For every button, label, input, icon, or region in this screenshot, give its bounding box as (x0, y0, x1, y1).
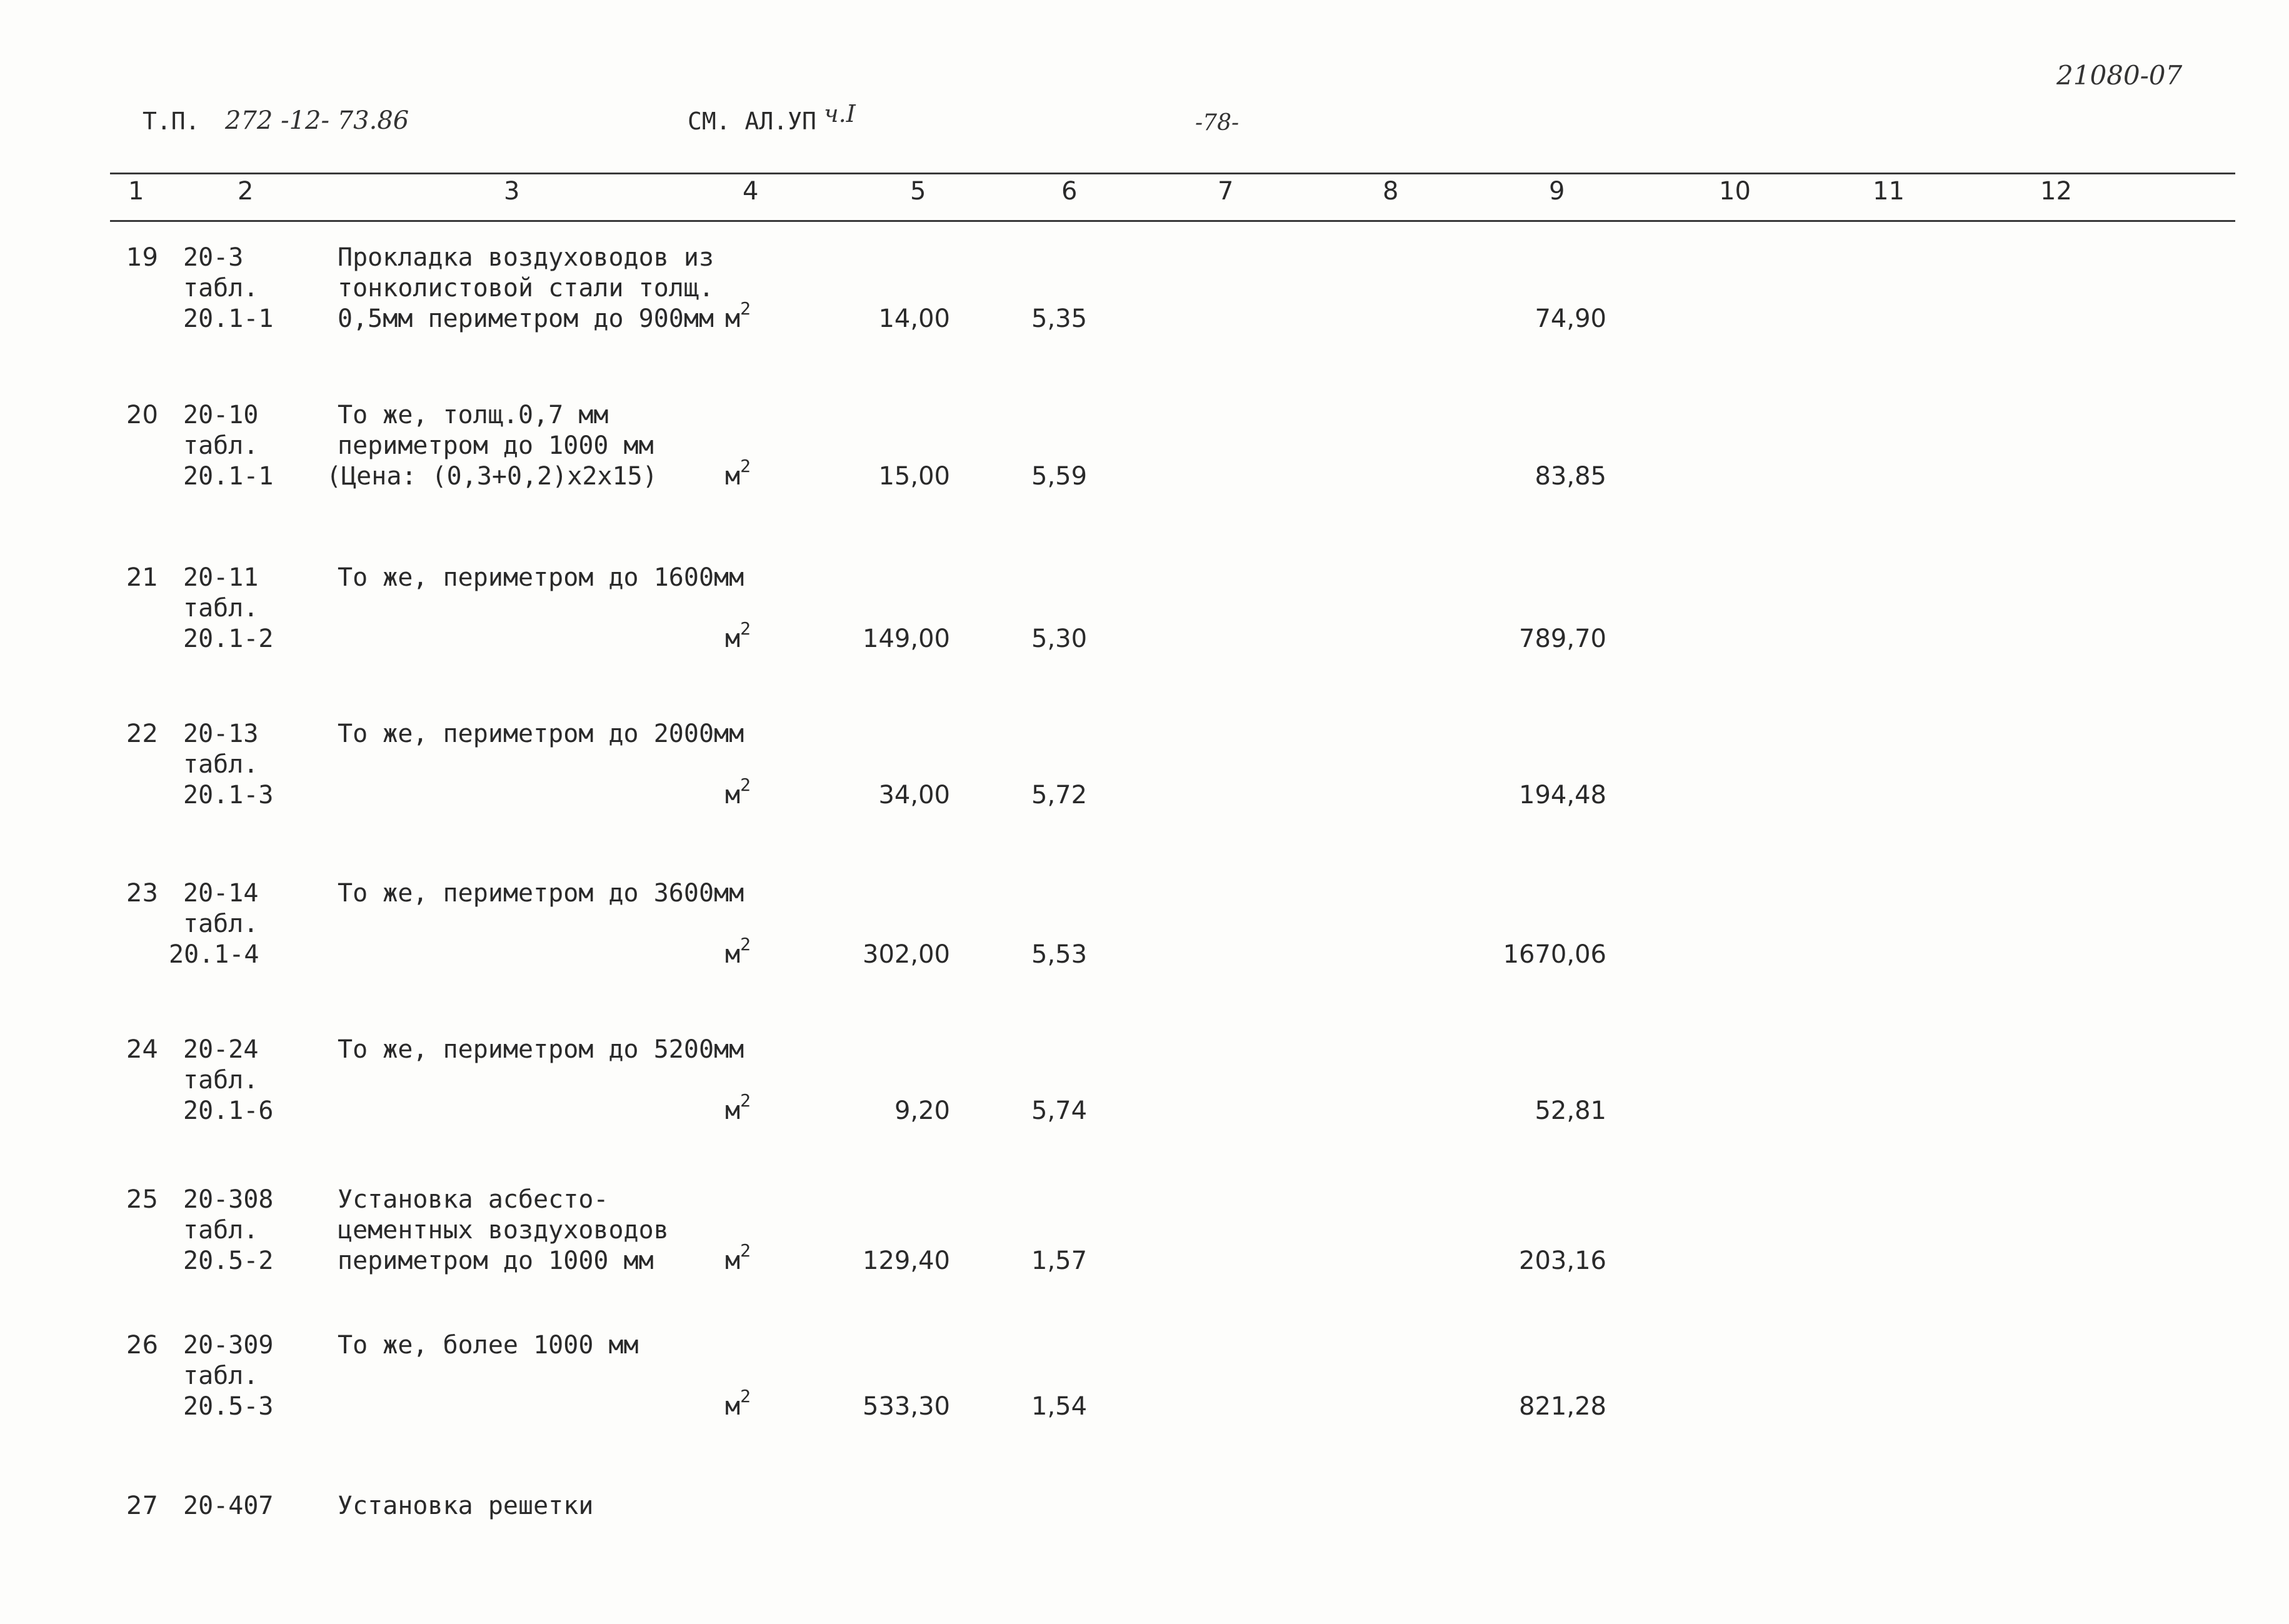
quantity: 14,00 (878, 304, 950, 333)
total-cost: 52,81 (1535, 1096, 1606, 1125)
column-number: 1 (128, 177, 144, 206)
norm-code: 20-3 (183, 243, 244, 272)
row-number: 22 (126, 719, 158, 748)
norm-code: 20-309 (183, 1331, 274, 1360)
column-number: 12 (2040, 177, 2072, 206)
unit-base: м (725, 1246, 741, 1275)
norm-code: 20.5-2 (183, 1246, 274, 1275)
quantity: 129,40 (863, 1246, 950, 1275)
column-number: 4 (743, 177, 759, 206)
unit-power: 2 (740, 298, 751, 319)
norm-code: табл. (183, 274, 259, 303)
work-description: То же, периметром до 1600мм (338, 563, 744, 592)
total-cost: 789,70 (1519, 624, 1606, 653)
unit-price: 5,59 (1031, 462, 1088, 491)
work-description: То же, периметром до 2000мм (338, 719, 744, 748)
work-description: То же, периметром до 3600мм (338, 879, 744, 908)
total-cost: 194,48 (1519, 781, 1606, 809)
work-description: тонколистовой стали толщ. (338, 274, 714, 303)
norm-code: 20-11 (183, 563, 259, 592)
norm-code: 20.5-3 (183, 1392, 274, 1421)
unit-power: 2 (740, 1385, 751, 1406)
page-number: -78- (1195, 110, 1240, 136)
norm-code: табл. (183, 1216, 259, 1245)
unit-base: м (725, 304, 741, 333)
row-number: 25 (126, 1185, 158, 1214)
norm-code: 20.1-3 (183, 781, 274, 809)
unit-price: 1,57 (1031, 1246, 1088, 1275)
total-cost: 74,90 (1535, 304, 1606, 333)
column-number: 6 (1061, 177, 1078, 206)
total-cost: 83,85 (1535, 462, 1606, 491)
unit-price: 5,30 (1031, 624, 1088, 653)
norm-code: 20.1-2 (183, 624, 274, 653)
norm-code: 20-24 (183, 1035, 259, 1064)
row-number: 26 (126, 1331, 158, 1360)
work-description: То же, периметром до 5200мм (338, 1035, 744, 1064)
unit-power: 2 (740, 1090, 751, 1111)
archive-number: 21080-07 (2056, 60, 2183, 91)
unit (725, 1385, 751, 1422)
row-number: 23 (126, 879, 158, 908)
row-number: 19 (126, 243, 158, 272)
ref-label: СМ. АЛ.УП (688, 108, 816, 135)
work-description: 0,5мм периметром до 900мм (338, 304, 714, 333)
unit (725, 298, 751, 334)
column-number: 8 (1383, 177, 1399, 206)
total-cost: 1670,06 (1503, 940, 1606, 969)
norm-code: 20-407 (183, 1491, 274, 1520)
unit-base: м (725, 462, 741, 491)
total-cost: 821,28 (1519, 1392, 1606, 1421)
work-description: Прокладка воздуховодов из (338, 243, 714, 272)
column-number: 3 (504, 177, 520, 206)
work-description: (Цена: (0,3+0,2)х2х15) (326, 462, 658, 491)
norm-code: 20-13 (183, 719, 259, 748)
unit (725, 618, 751, 654)
unit-base: м (725, 624, 741, 653)
unit-power: 2 (740, 618, 751, 639)
work-description: Установка асбесто- (338, 1185, 609, 1214)
total-cost: 203,16 (1519, 1246, 1606, 1275)
work-description: цементных воздуховодов (338, 1216, 669, 1245)
unit-power: 2 (740, 1240, 751, 1261)
norm-code: табл. (183, 750, 259, 779)
unit-base: м (725, 781, 741, 809)
unit-price: 5,35 (1031, 304, 1088, 333)
column-number: 7 (1218, 177, 1234, 206)
norm-code: 20.1-1 (183, 304, 274, 333)
quantity: 34,00 (878, 781, 950, 809)
quantity: 149,00 (863, 624, 950, 653)
unit-power: 2 (740, 774, 751, 795)
quantity: 9,20 (894, 1096, 950, 1125)
norm-code: 20-308 (183, 1185, 274, 1214)
tp-number: 272 -12- 73.86 (225, 106, 409, 135)
norm-code: табл. (183, 1066, 259, 1095)
unit-power: 2 (740, 455, 751, 476)
row-number: 20 (126, 401, 158, 429)
unit (725, 1090, 751, 1126)
column-number: 10 (1719, 177, 1751, 206)
row-number: 27 (126, 1491, 158, 1520)
row-number: 21 (126, 563, 158, 592)
norm-code: табл. (183, 910, 259, 938)
norm-code: табл. (183, 594, 259, 623)
unit-base: м (725, 1392, 741, 1421)
unit-price: 5,74 (1031, 1096, 1088, 1125)
norm-code: табл. (183, 1361, 259, 1390)
unit-base: м (725, 940, 741, 969)
quantity: 302,00 (863, 940, 950, 969)
column-number: 9 (1549, 177, 1565, 206)
quantity: 15,00 (878, 462, 950, 491)
unit (725, 455, 751, 492)
quantity: 533,30 (863, 1392, 950, 1421)
work-description: То же, более 1000 мм (338, 1331, 639, 1360)
column-number: 2 (238, 177, 254, 206)
unit (725, 774, 751, 811)
ref-volume: ч.I (824, 100, 856, 128)
header-bottom-rule (110, 220, 2235, 222)
norm-code: 20-10 (183, 401, 259, 429)
column-number: 5 (910, 177, 926, 206)
unit (725, 1240, 751, 1276)
unit-price: 5,72 (1031, 781, 1088, 809)
norm-code: 20.1-6 (183, 1096, 274, 1125)
unit-price: 5,53 (1031, 940, 1088, 969)
unit-base: м (725, 1096, 741, 1125)
column-number: 11 (1873, 177, 1905, 206)
norm-code: 20.1-4 (169, 940, 259, 969)
header-top-rule (110, 173, 2235, 174)
work-description: периметром до 1000 мм (338, 1246, 654, 1275)
row-number: 24 (126, 1035, 158, 1064)
norm-code: 20.1-1 (183, 462, 274, 491)
norm-code: табл. (183, 431, 259, 460)
work-description: То же, толщ.0,7 мм (338, 401, 609, 429)
work-description: Установка решетки (338, 1491, 594, 1520)
unit-power: 2 (740, 933, 751, 955)
tp-label: Т.П. (143, 108, 200, 135)
work-description: периметром до 1000 мм (338, 431, 654, 460)
unit-price: 1,54 (1031, 1392, 1088, 1421)
norm-code: 20-14 (183, 879, 259, 908)
unit (725, 933, 751, 970)
